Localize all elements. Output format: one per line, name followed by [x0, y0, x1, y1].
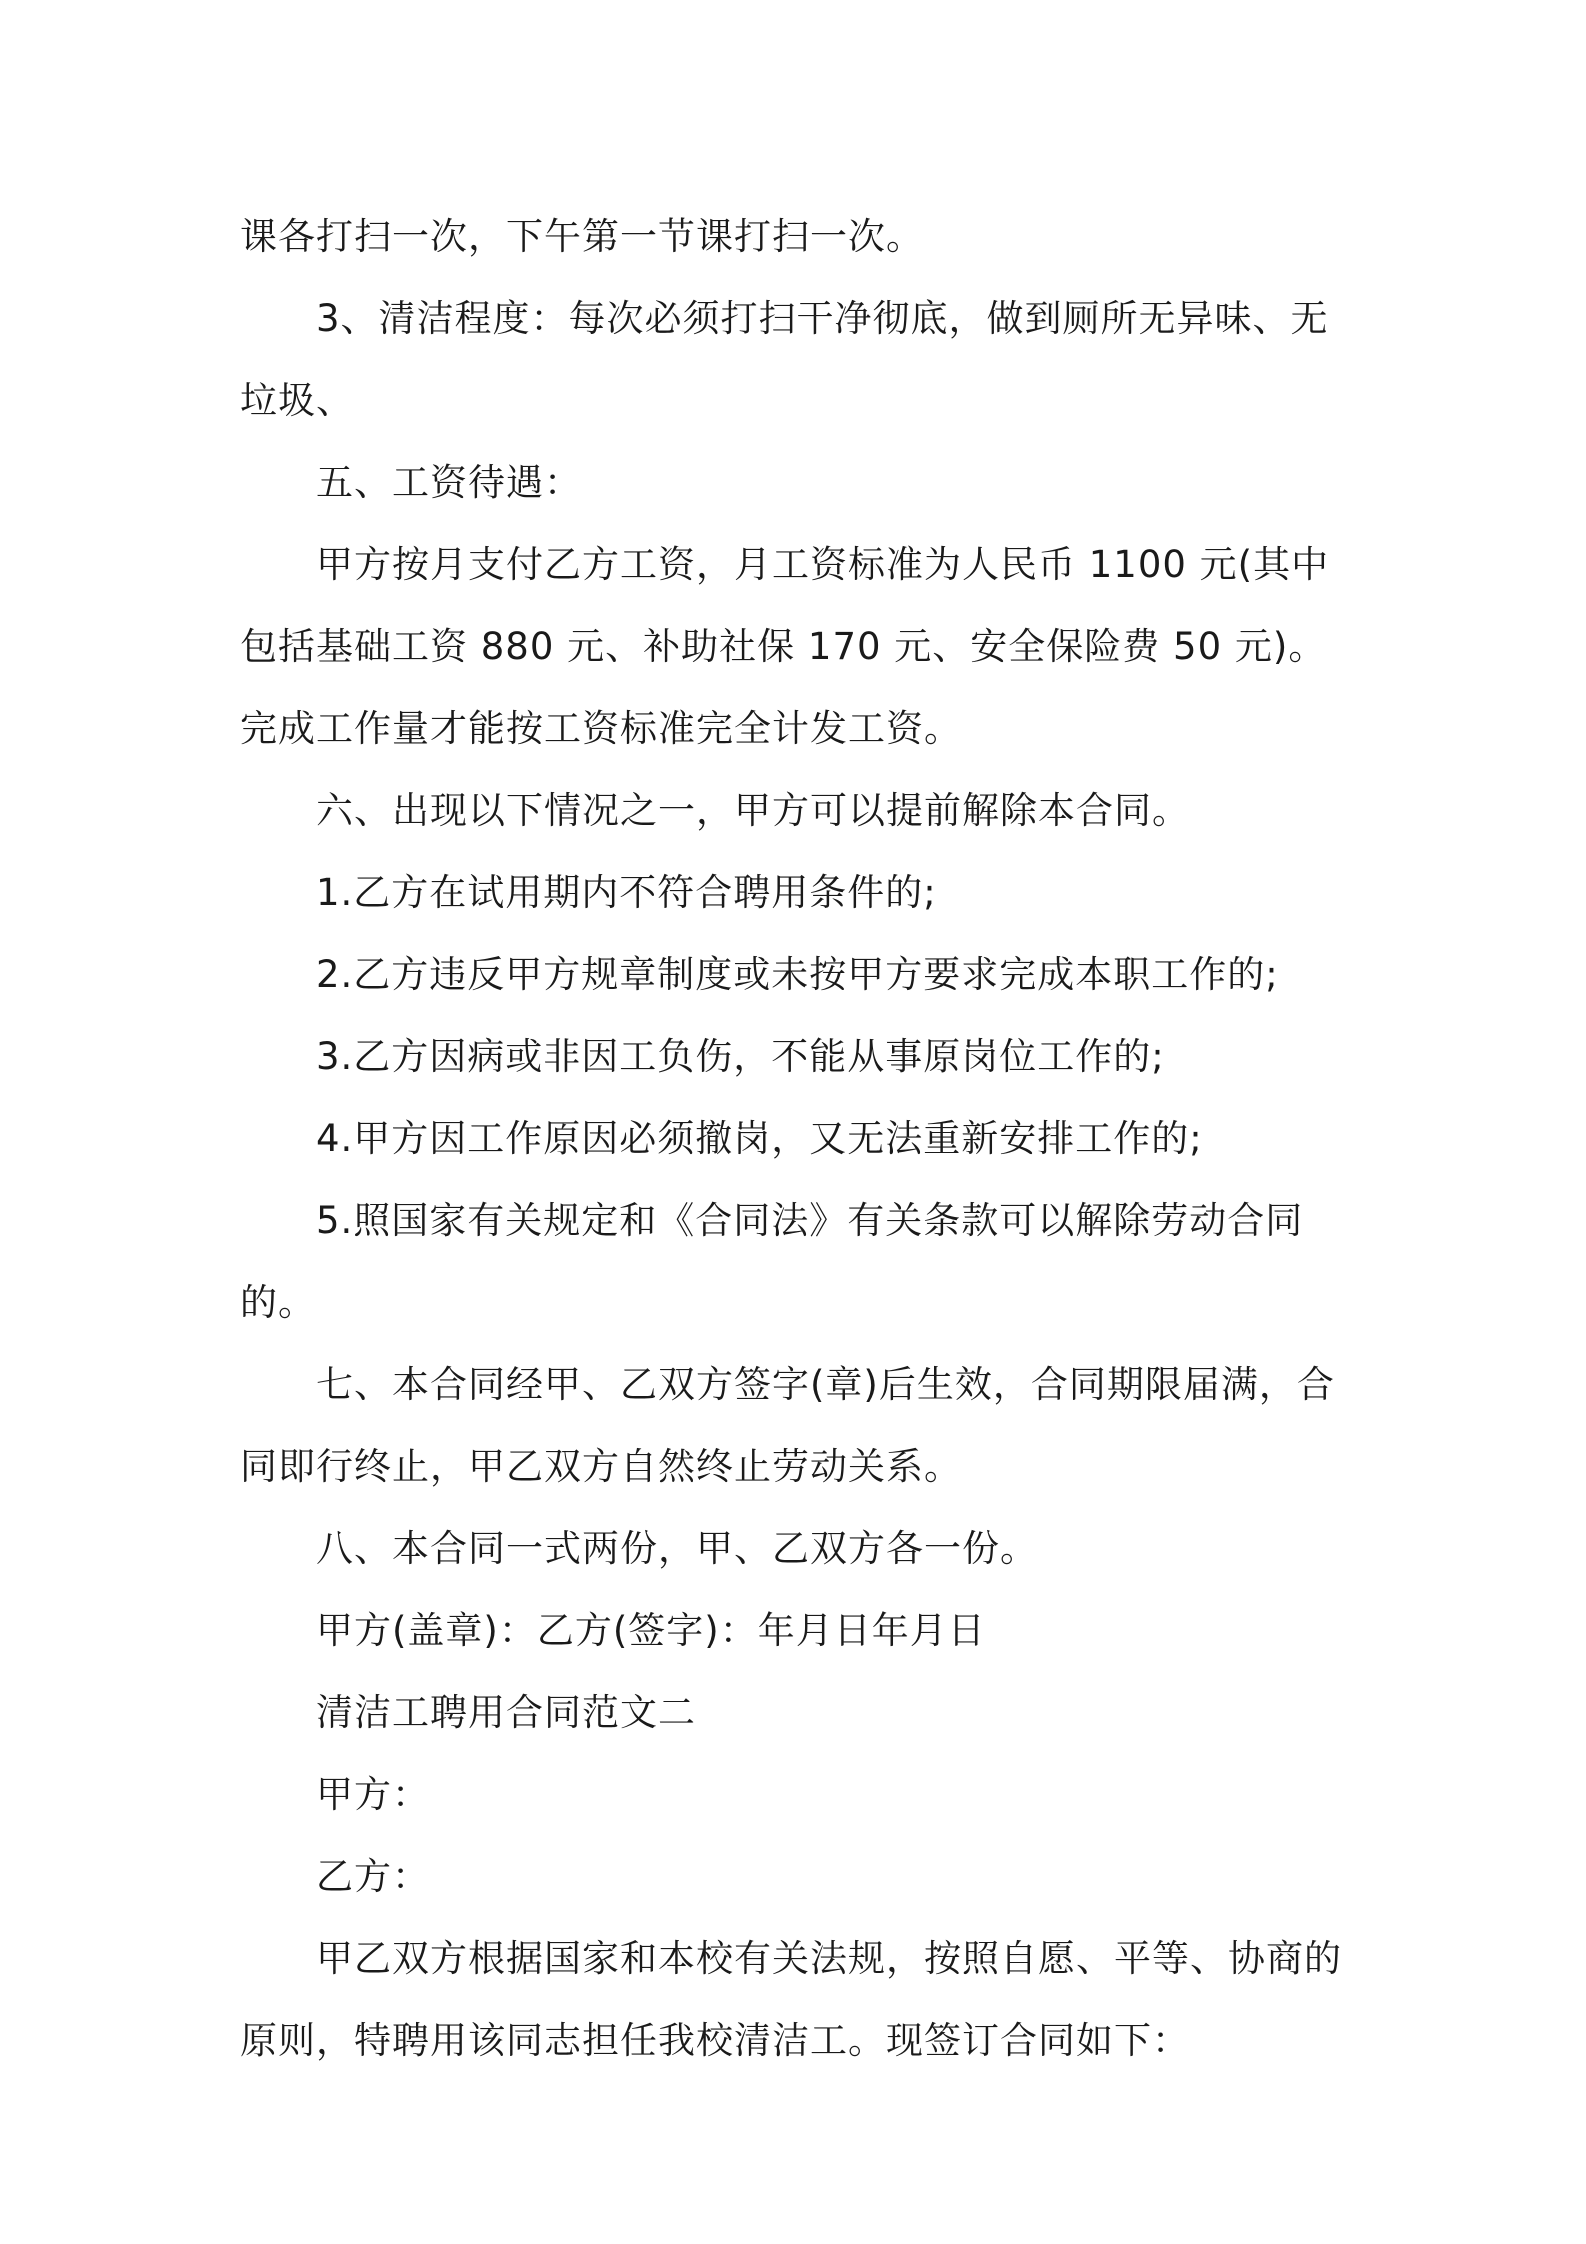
paragraph-contract-intro: 甲乙双方根据国家和本校有关法规，按照自愿、平等、协商的原则，特聘用该同志担任我校清洁工。现签订合同如下：: [240, 1937, 1342, 2062]
paragraph-cleaning-schedule-end: 课各打扫一次，下午第一节课打扫一次。: [240, 215, 924, 258]
termination-item-4: 4.甲方因工作原因必须撤岗，又无法重新安排工作的;: [316, 1117, 1203, 1160]
section-effective-term: 七、本合同经甲、乙双方签字(章)后生效，合同期限届满，合同即行终止，甲乙双方自然终止劳动关系。: [240, 1363, 1335, 1488]
termination-item-5: 5.照国家有关规定和《合同法》有关条款可以解除劳动合同的。: [240, 1199, 1304, 1324]
party-a-line: 甲方：: [316, 1773, 430, 1816]
termination-item-3: 3.乙方因病或非因工负伤，不能从事原岗位工作的;: [316, 1035, 1165, 1078]
signature-line: 甲方(盖章)：乙方(签字)：年月日年月日: [316, 1609, 986, 1652]
document-body: [240, 196, 1352, 2082]
paragraph-cleaning-standard: 3、清洁程度：每次必须打扫干净彻底，做到厕所无异味、无垃圾、: [240, 297, 1329, 422]
party-b-line: 乙方：: [316, 1855, 430, 1898]
contract-title-two: 清洁工聘用合同范文二: [316, 1691, 696, 1734]
termination-item-1: 1.乙方在试用期内不符合聘用条件的;: [316, 871, 937, 914]
paragraph-wage-details: 甲方按月支付乙方工资，月工资标准为人民币 1100 元(其中包括基础工资 880 元、补助社保 170 元、安全保险费 50 元)。完成工作量才能按工资标准完全计发工资。: [240, 543, 1330, 750]
section-copies: 八、本合同一式两份，甲、乙双方各一份。: [316, 1527, 1038, 1570]
section-heading-termination: 六、出现以下情况之一，甲方可以提前解除本合同。: [316, 789, 1190, 832]
termination-item-2: 2.乙方违反甲方规章制度或未按甲方要求完成本职工作的;: [316, 953, 1279, 996]
section-heading-wages: 五、工资待遇：: [316, 461, 582, 504]
